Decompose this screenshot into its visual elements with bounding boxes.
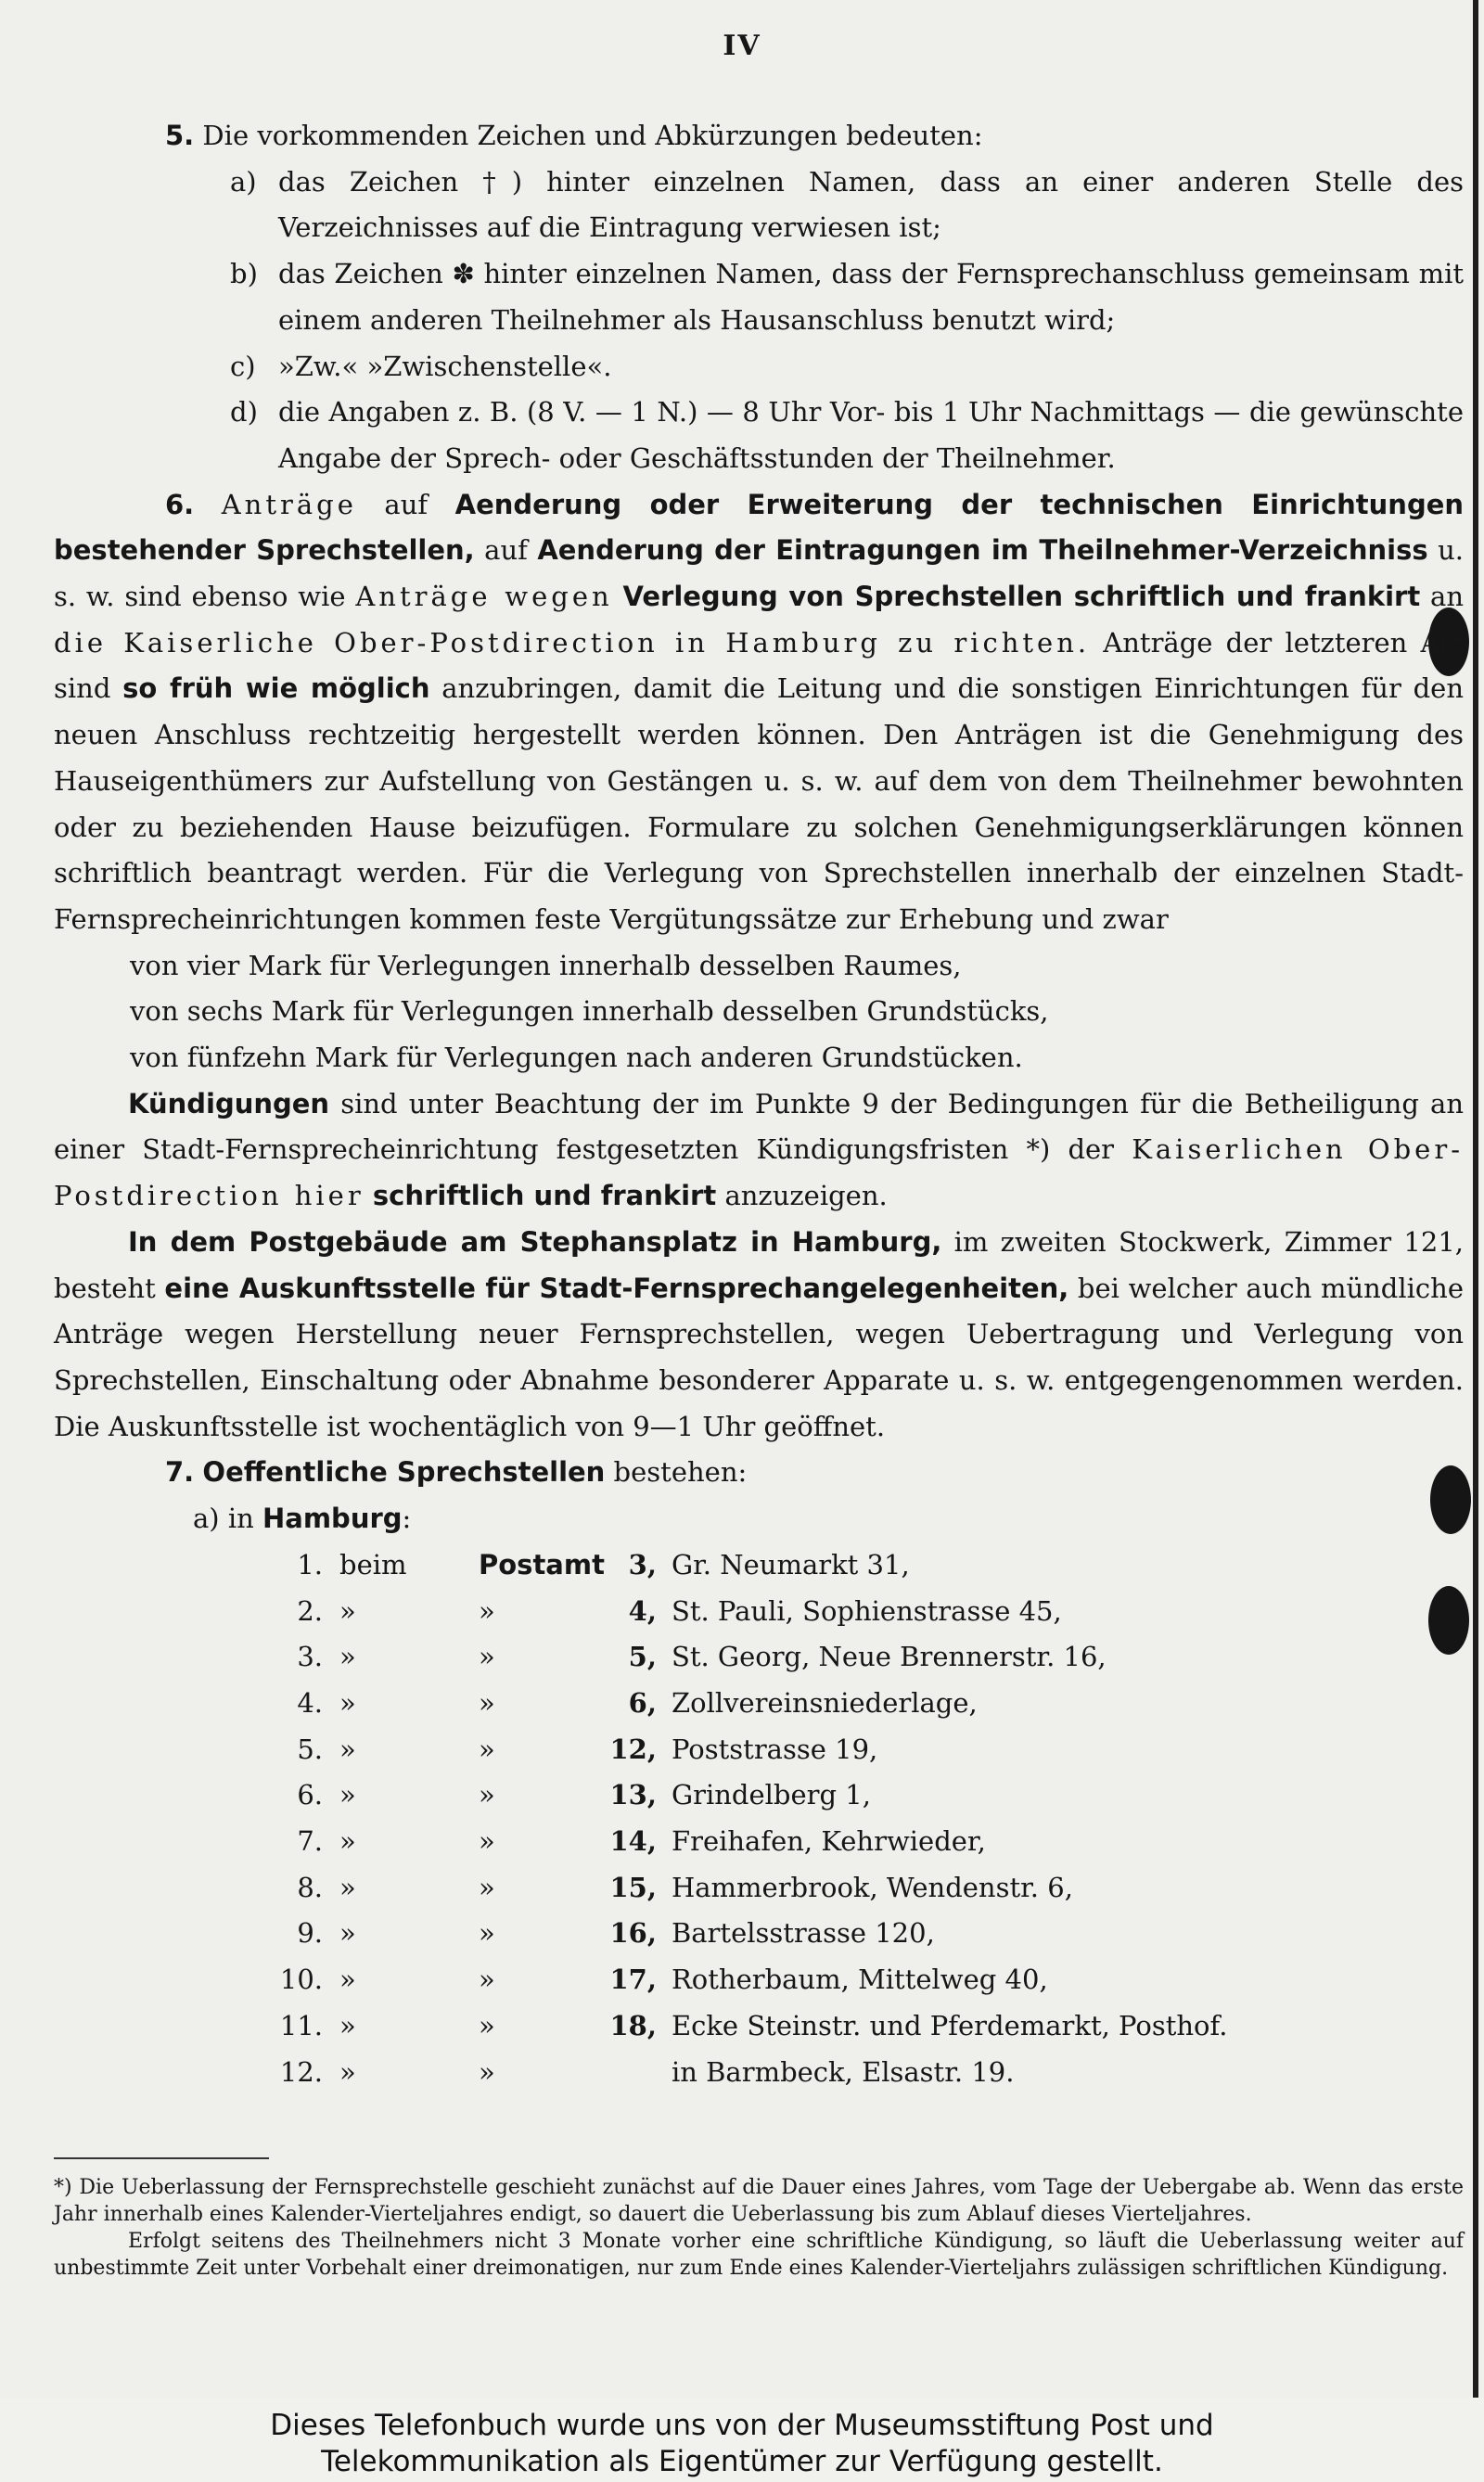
bold-text: Kündigungen: [128, 1087, 330, 1119]
office-type: »: [479, 2055, 495, 2088]
office-prefix: »: [339, 1825, 356, 1858]
office-number: 7.: [297, 1825, 323, 1858]
bold-text: schriftlich und frankirt: [372, 1180, 717, 1212]
item-text: die Angaben z. B. (8 V. — 1 N.) — 8 Uhr Vor- bis 1 Uhr Nachmittags — die gewünschte Angabe der Sprech- oder Geschäftsstunden der Theilnehmer.: [278, 396, 1464, 474]
spaced-text: Kaiserlichen Ober-Postdirection hier: [54, 1133, 1464, 1212]
office-number: 11.: [279, 2009, 323, 2041]
office-type: »: [479, 1733, 495, 1765]
section-number: 6.: [165, 488, 195, 520]
item-text: »Zw.« »Zwischenstelle«.: [278, 350, 612, 382]
item-label: d): [230, 396, 258, 429]
office-postamt-number: 12,: [609, 1733, 657, 1765]
section-5: [54, 113, 1464, 482]
office-prefix: »: [339, 1964, 356, 1996]
item-label: c): [230, 350, 256, 382]
office-address: St. Pauli, Sophienstrasse 45,: [671, 1594, 1062, 1627]
fee-item: von vier Mark für Verlegungen innerhalb desselben Raumes,: [130, 949, 962, 981]
office-number: 12.: [279, 2055, 323, 2088]
text: a) in: [193, 1503, 262, 1535]
section-heading-bold: Oeffentliche Sprechstellen: [202, 1456, 606, 1489]
item-label: b): [230, 258, 258, 290]
office-prefix: »: [339, 1641, 356, 1673]
office-address: Freihafen, Kehrwieder,: [671, 1825, 986, 1858]
office-type: »: [479, 1917, 495, 1950]
office-type: »: [479, 2009, 495, 2041]
copyright-caption: [0, 2408, 1484, 2480]
office-postamt-number: [605, 2050, 672, 2096]
office-postamt-number: 15,: [609, 1871, 657, 1903]
page-content: [54, 113, 1464, 2095]
section-6-paragraph-1: [54, 482, 1464, 943]
office-row: [276, 1957, 1227, 2003]
caption-line: Telekommunikation als Eigentümer zur Verfügung gestellt.: [321, 2445, 1163, 2478]
page-number: IV: [723, 30, 761, 62]
section-intro: Die vorkommenden Zeichen und Abkürzungen bedeuten:: [202, 120, 983, 151]
section-number: 5.: [165, 120, 195, 151]
text: :: [402, 1503, 412, 1535]
office-address: Bartelsstrasse 120,: [671, 1917, 935, 1950]
office-row: [276, 2050, 1227, 2096]
bold-text: eine Auskunftsstelle für Stadt-Fernsprechangelegenheiten,: [164, 1272, 1069, 1304]
office-prefix: »: [339, 1686, 356, 1719]
text: auf: [474, 534, 538, 567]
bold-text: Aenderung der Eintragungen im Theilnehmer-Verzeichniss: [537, 534, 1428, 567]
spaced-text: Anträge: [221, 488, 357, 520]
office-type: »: [479, 1686, 495, 1719]
footnote-rule: [54, 2157, 269, 2159]
office-postamt-number: 5,: [628, 1641, 657, 1673]
office-type: »: [479, 1871, 495, 1903]
office-number: 3.: [297, 1641, 323, 1673]
item-text: das Zeichen †) hinter einzelnen Namen, dass an einer anderen Stelle des Verzeichnisses auf die Eintragung verwiesen ist;: [278, 165, 1464, 244]
office-type: »: [479, 1641, 495, 1673]
office-address: in Barmbeck, Elsastr. 19.: [671, 2055, 1015, 2088]
office-number: 2.: [297, 1594, 323, 1627]
bold-text: so früh wie möglich: [122, 672, 430, 705]
office-number: 6.: [297, 1779, 323, 1811]
office-row: [276, 1911, 1227, 1957]
office-postamt-number: 3,: [628, 1548, 657, 1580]
office-prefix: beim: [339, 1548, 407, 1580]
text: u. s. w. sind ebenso wie: [54, 534, 1464, 613]
text: [613, 581, 623, 612]
section-6-paragraph-2: [54, 1081, 1464, 1220]
office-row: [276, 1727, 1227, 1773]
section-7-heading: [165, 1450, 1464, 1496]
office-row: [276, 1589, 1227, 1635]
office-row: [276, 1772, 1227, 1819]
office-type: »: [479, 1779, 495, 1811]
bold-text: In dem Postgebäude am Stephansplatz in Hamburg,: [128, 1225, 942, 1258]
list-item: [54, 251, 1464, 343]
office-row: [276, 2003, 1227, 2050]
section-7: [54, 1450, 1464, 2095]
office-number: 8.: [297, 1871, 323, 1903]
spaced-text: Anträge wegen: [355, 581, 613, 613]
section-6-paragraph-3: [54, 1220, 1464, 1451]
fee-item: von fünfzehn Mark für Verlegungen nach anderen Grundstücken.: [130, 1042, 1023, 1074]
office-prefix: »: [339, 1594, 356, 1627]
footnote-paragraph: Erfolgt seitens des Theilnehmers nicht 3 Monate vorher eine schriftliche Kündigung, so läuft die Ueberlassung weiter auf unbestimmte Zeit unter Vorbehalt einer dreimonatigen, nur zum Ende eines Kalender-Vierteljahrs zulässigen schriftlichen Kündigung.: [54, 2230, 1464, 2280]
text: auf: [356, 488, 455, 520]
text: an: [1420, 581, 1464, 613]
office-prefix: »: [339, 2055, 356, 2088]
bold-text: Aenderung oder Erweiterung der technischen Einrichtungen bestehender Sprechstellen,: [54, 488, 1465, 567]
office-postamt-number: 4,: [628, 1594, 657, 1627]
office-row: [276, 1634, 1227, 1681]
office-address: Ecke Steinstr. und Pferdemarkt, Posthof.: [671, 2009, 1228, 2041]
bold-text: Verlegung von Sprechstellen schriftlich und frankirt: [622, 581, 1421, 613]
office-type: »: [479, 1964, 495, 1996]
footnote-paragraph: *) Die Ueberlassung der Fernsprechstelle geschieht zunächst auf die Dauer eines Jahres, vom Tage der Uebergabe ab. Wenn das erste Jahr innerhalb eines Kalender-Vierteljahres endigt, so dauert die Ueberlassung bis zum Ablauf dieses Vierteljahres.: [54, 2176, 1464, 2226]
office-row: [276, 1542, 1227, 1589]
fee-item: von sechs Mark für Verlegungen innerhalb desselben Grundstücks,: [130, 995, 1049, 1028]
text: anzuzeigen.: [716, 1180, 888, 1212]
office-prefix: »: [339, 1779, 356, 1811]
office-address: Rotherbaum, Mittelweg 40,: [671, 1964, 1048, 1996]
office-type: »: [479, 1594, 495, 1627]
office-postamt-number: 16,: [609, 1917, 657, 1950]
section-number: 7.: [165, 1456, 195, 1489]
office-prefix: »: [339, 2009, 356, 2041]
office-postamt-number: 13,: [609, 1779, 657, 1811]
item-label: a): [230, 165, 257, 198]
office-prefix: »: [339, 1871, 356, 1903]
list-item: [54, 160, 1464, 251]
footnote: [54, 2174, 1464, 2282]
office-postamt-number: 17,: [609, 1964, 657, 1996]
office-prefix: »: [339, 1733, 356, 1765]
office-row: [276, 1865, 1227, 1912]
office-number: 4.: [297, 1686, 323, 1719]
office-type: »: [479, 1825, 495, 1858]
spaced-text: die Kaiserliche Ober-Postdirection in Hamburg zu richten.: [54, 626, 1091, 659]
office-address: Hammerbrook, Wendenstr. 6,: [671, 1871, 1073, 1903]
section-6: [54, 482, 1464, 1451]
item-text: das Zeichen ✽ hinter einzelnen Namen, dass der Fernsprechanschluss gemeinsam mit einem anderen Theilnehmer als Hausanschluss benutzt wird;: [278, 258, 1464, 336]
office-address: Gr. Neumarkt 31,: [671, 1548, 910, 1580]
office-row: [276, 1681, 1227, 1727]
office-address: St. Georg, Neue Brennerstr. 16,: [671, 1641, 1107, 1673]
page-edge-shadow: [1473, 0, 1478, 2398]
office-type: Postamt: [479, 1548, 605, 1580]
fee-list: [130, 943, 1464, 1081]
location-heading: [193, 1496, 1464, 1542]
office-number: 10.: [279, 1964, 323, 1996]
office-number: 1.: [297, 1548, 323, 1580]
text: im zweiten Stockwerk, Zimmer 121, besteht: [54, 1225, 1464, 1304]
office-address: Poststrasse 19,: [671, 1733, 878, 1765]
office-address: Grindelberg 1,: [671, 1779, 871, 1811]
office-postamt-number: 6,: [628, 1686, 657, 1719]
section-heading-rest: bestehen:: [605, 1456, 748, 1489]
text: bei welcher auch mündliche Anträge wegen Herstellung neuer Fernsprechstellen, wegen Uebertragung und Verlegung von Sprechstellen, Einschaltung oder Abnahme besonderer Apparate u. s. w. entgegengenommen werden. Die Auskunftsstelle ist wochentäglich von 9—1 Uhr geöffnet.: [54, 1272, 1464, 1442]
text: sind unter Beachtung der im Punkte 9 der Bedingungen für die Betheiligung an einer Stadt-Fernsprecheinrichtung festgesetzten Kündigungsfristen *) der: [54, 1087, 1464, 1166]
office-prefix: »: [339, 1917, 356, 1950]
text: Anträge der letzteren Art sind: [54, 626, 1464, 705]
office-rows: [276, 1542, 1227, 2095]
office-number: 5.: [297, 1733, 323, 1765]
office-number: 9.: [297, 1917, 323, 1950]
bold-text: Hamburg: [262, 1503, 403, 1535]
office-postamt-number: 18,: [609, 2009, 657, 2041]
list-item: [54, 344, 1464, 390]
text: anzubringen, damit die Leitung und die sonstigen Einrichtungen für den neuen Anschluss rechtzeitig hergestellt werden können. Den Anträgen ist die Genehmigung des Hauseigenthümers zur Aufstellung von Gestängen u. s. w. auf dem von dem Theilnehmer bewohnten oder zu beziehenden Hause beizufügen. Formulare zu solchen Genehmigungserklärungen können schriftlich beantragt werden. Für die Verlegung von Sprechstellen innerhalb der einzelnen Stadt-Fernsprecheinrichtungen kommen feste Vergütungssätze zur Erhebung und zwar: [54, 672, 1464, 935]
list-item: [54, 390, 1464, 481]
caption-line: Dieses Telefonbuch wurde uns von der Museumsstiftung Post und: [270, 2409, 1214, 2442]
text: [365, 1180, 373, 1211]
office-table: [276, 1542, 1227, 2095]
office-row: [276, 1819, 1227, 1865]
office-postamt-number: 14,: [609, 1825, 657, 1858]
office-address: Zollvereinsniederlage,: [671, 1686, 978, 1719]
